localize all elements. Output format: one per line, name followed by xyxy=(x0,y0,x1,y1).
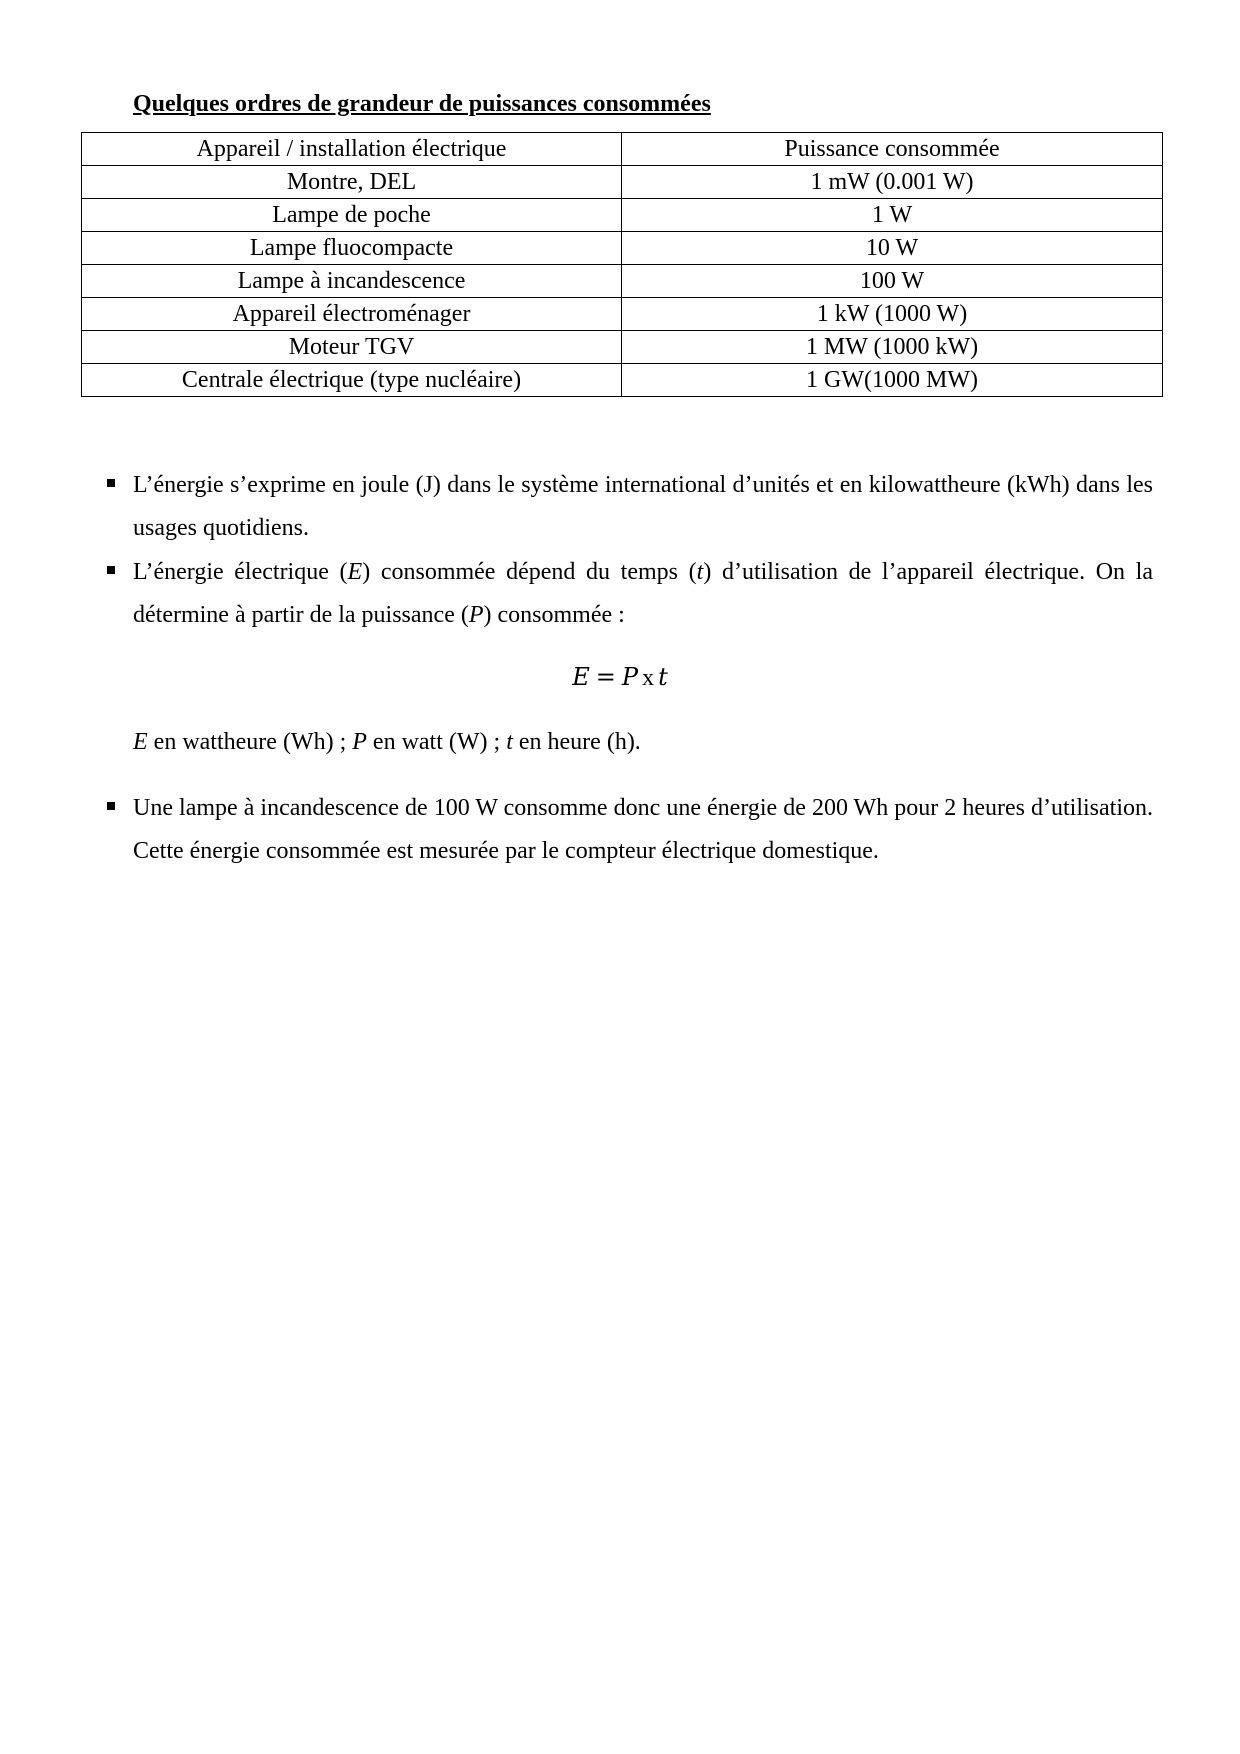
unit-var-t: t xyxy=(506,729,513,755)
table-row xyxy=(82,166,1163,199)
table-row xyxy=(82,298,1163,331)
bullet-example xyxy=(133,787,1153,873)
table-cell: 1 MW (1000 kW) xyxy=(622,331,1163,364)
table-cell: Montre, DEL xyxy=(82,166,622,199)
table-cell: Lampe à incandescence xyxy=(82,265,622,298)
variable-e: E xyxy=(347,559,363,585)
table-cell: Moteur TGV xyxy=(82,331,622,364)
unit-var-e: E xyxy=(133,729,148,755)
table-cell: Appareil électroménager xyxy=(82,298,622,331)
table-header-row xyxy=(82,133,1163,166)
table-cell: Lampe de poche xyxy=(82,199,622,232)
square-bullet-icon xyxy=(107,802,115,810)
table-cell: 1 GW(1000 MW) xyxy=(622,364,1163,397)
power-table xyxy=(81,132,1163,397)
bullet-text-part: L’énergie électrique ( xyxy=(133,559,348,585)
units-line xyxy=(133,727,641,757)
bullet-text: Une lampe à incandescence de 100 W consomme donc une énergie de 200 Wh pour 2 heures d’utilisation. Cette énergie consommée est mesurée par le compteur électrique domestique. xyxy=(133,795,1153,864)
unit-text: en watt (W) ; xyxy=(366,729,507,755)
table-header-cell: Puissance consommée xyxy=(622,133,1163,166)
unit-text: en heure (h). xyxy=(512,729,641,755)
variable-t: t xyxy=(696,559,704,585)
table-row xyxy=(82,199,1163,232)
table-row xyxy=(82,265,1163,298)
energy-formula xyxy=(0,662,1240,693)
table-cell: 10 W xyxy=(622,232,1163,265)
formula-e: E xyxy=(572,663,590,691)
unit-text: en wattheure (Wh) ; xyxy=(147,729,353,755)
square-bullet-icon xyxy=(107,566,115,574)
formula-p: P xyxy=(621,663,639,691)
formula-t: t xyxy=(658,663,668,691)
bullet-text-part: ) d’utilisation de l’appareil électrique. On la détermine à partir de la puissance ( xyxy=(133,559,1153,628)
bullet-text: L’énergie s’exprime en joule (J) dans le système international d’unités et en kilowattheure (kWh) dans les usages quotidiens. xyxy=(133,472,1153,541)
table-cell: 100 W xyxy=(622,265,1163,298)
table-cell: 1 W xyxy=(622,199,1163,232)
bullet-energy-definition xyxy=(133,551,1153,637)
unit-var-p: P xyxy=(352,729,367,755)
bullet-energy-units xyxy=(133,464,1153,550)
table-header-cell: Appareil / installation électrique xyxy=(82,133,622,166)
table-cell: 1 mW (0.001 W) xyxy=(622,166,1163,199)
variable-p: P xyxy=(468,602,484,628)
formula-equals: = xyxy=(595,663,616,691)
table-cell: Lampe fluocompacte xyxy=(82,232,622,265)
table-row xyxy=(82,232,1163,265)
square-bullet-icon xyxy=(107,479,115,487)
formula-times: x xyxy=(642,665,655,691)
section-title: Quelques ordres de grandeur de puissances consommées xyxy=(133,91,711,117)
table-row xyxy=(82,331,1163,364)
table-row xyxy=(82,364,1163,397)
bullet-text-part: ) consommée : xyxy=(483,602,625,628)
bullet-text-part: ) consommée dépend du temps ( xyxy=(362,559,697,585)
table-cell: 1 kW (1000 W) xyxy=(622,298,1163,331)
table-cell: Centrale électrique (type nucléaire) xyxy=(82,364,622,397)
